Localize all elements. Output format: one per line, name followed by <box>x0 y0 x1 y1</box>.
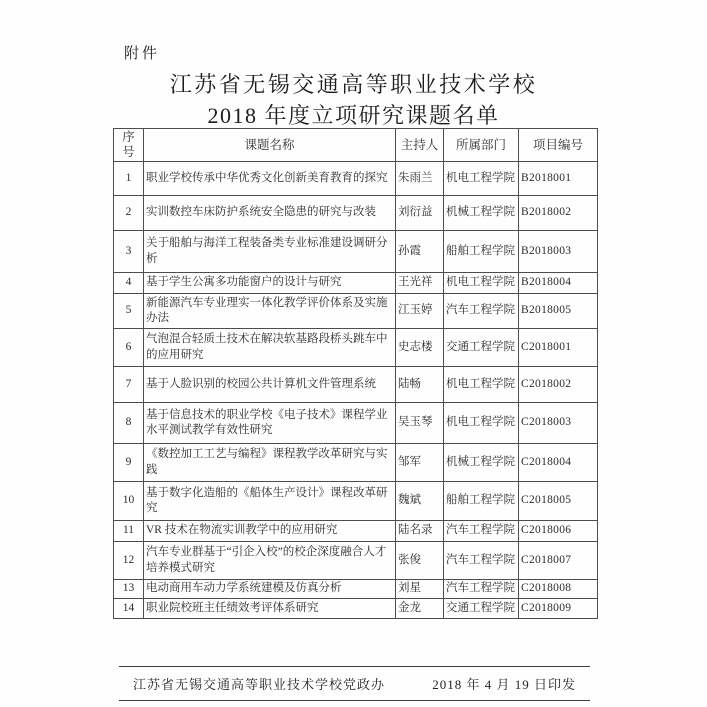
cell-leader: 邹军 <box>396 444 444 482</box>
cell-title: VR 技术在物流实训教学中的应用研究 <box>144 521 396 542</box>
cell-department: 机电工程学院 <box>444 367 519 403</box>
cell-title: 气泡混合轻质土技术在解决软基路段桥头跳车中的应用研究 <box>144 329 396 367</box>
cell-leader: 魏斌 <box>396 482 444 521</box>
cell-project-id: B2018001 <box>519 162 598 196</box>
table-row <box>114 403 598 444</box>
cell-project-id: C2018005 <box>519 482 598 521</box>
cell-no: 4 <box>114 273 144 294</box>
header-no: 序号 <box>114 129 144 162</box>
cell-leader: 江玉婷 <box>396 294 444 329</box>
header-department: 所属部门 <box>444 129 519 162</box>
document-footer <box>119 666 590 701</box>
cell-department: 机电工程学院 <box>444 273 519 294</box>
cell-department: 机电工程学院 <box>444 162 519 196</box>
table-header-row <box>114 129 598 162</box>
cell-no: 2 <box>114 196 144 231</box>
cell-title: 新能源汽车专业理实一体化教学评价体系及实施办法 <box>144 294 396 329</box>
cell-leader: 刘星 <box>396 580 444 599</box>
cell-leader: 陆名录 <box>396 521 444 542</box>
footer-issuer: 江苏省无锡交通高等职业技术学校党政办 <box>133 677 386 692</box>
cell-project-id: C2018006 <box>519 521 598 542</box>
cell-title: 职业院校班主任绩效考评体系研究 <box>144 599 396 619</box>
cell-no: 3 <box>114 231 144 273</box>
cell-department: 交通工程学院 <box>444 599 519 619</box>
table-row <box>114 294 598 329</box>
cell-project-id: B2018002 <box>519 196 598 231</box>
cell-leader: 朱雨兰 <box>396 162 444 196</box>
table-row <box>114 162 598 196</box>
cell-department: 机械工程学院 <box>444 444 519 482</box>
table-row <box>114 367 598 403</box>
cell-no: 11 <box>114 521 144 542</box>
attachment-label: 附件 <box>124 46 161 62</box>
cell-no: 8 <box>114 403 144 444</box>
cell-title: 实训数控车床防护系统安全隐患的研究与改装 <box>144 196 396 231</box>
cell-title: 基于数字化造船的《船体生产设计》课程改革研究 <box>144 482 396 521</box>
cell-leader: 张俊 <box>396 542 444 580</box>
cell-no: 7 <box>114 367 144 403</box>
header-title: 课题名称 <box>144 129 396 162</box>
cell-project-id: B2018005 <box>519 294 598 329</box>
table-row <box>114 329 598 367</box>
cell-project-id: C2018004 <box>519 444 598 482</box>
table-row <box>114 231 598 273</box>
table-row <box>114 444 598 482</box>
cell-project-id: B2018003 <box>519 231 598 273</box>
cell-department: 机电工程学院 <box>444 403 519 444</box>
cell-project-id: C2018003 <box>519 403 598 444</box>
table-row <box>114 482 598 521</box>
document-title-school: 江苏省无锡交通高等职业技术学校 <box>169 72 538 97</box>
cell-title: 基于学生公寓多功能窗户的设计与研究 <box>144 273 396 294</box>
table-row <box>114 273 598 294</box>
cell-title: 基于信息技术的职业学校《电子技术》课程学业水平测试教学有效性研究 <box>144 403 396 444</box>
cell-leader: 史志楼 <box>396 329 444 367</box>
cell-leader: 刘衍益 <box>396 196 444 231</box>
cell-project-id: C2018002 <box>519 367 598 403</box>
cell-title: 汽车专业群基于“引企入校”的校企深度融合人才培养模式研究 <box>144 542 396 580</box>
table-row <box>114 580 598 599</box>
cell-department: 汽车工程学院 <box>444 294 519 329</box>
cell-title: 电动商用车动力学系统建模及仿真分析 <box>144 580 396 599</box>
cell-title: 关于船舶与海洋工程装备类专业标准建设调研分析 <box>144 231 396 273</box>
projects-table <box>113 128 598 619</box>
cell-department: 汽车工程学院 <box>444 542 519 580</box>
table-row <box>114 521 598 542</box>
cell-leader: 孙霞 <box>396 231 444 273</box>
cell-no: 10 <box>114 482 144 521</box>
cell-title: 基于人脸识别的校园公共计算机文件管理系统 <box>144 367 396 403</box>
footer-print-date: 2018 年 4 月 19 日印发 <box>432 677 576 692</box>
cell-no: 12 <box>114 542 144 580</box>
cell-department: 汽车工程学院 <box>444 580 519 599</box>
document-title-list: 2018 年度立项研究课题名单 <box>207 103 500 128</box>
table-row <box>114 542 598 580</box>
cell-project-id: B2018004 <box>519 273 598 294</box>
cell-leader: 王光祥 <box>396 273 444 294</box>
cell-project-id: C2018007 <box>519 542 598 580</box>
cell-department: 交通工程学院 <box>444 329 519 367</box>
cell-project-id: C2018009 <box>519 599 598 619</box>
cell-no: 14 <box>114 599 144 619</box>
cell-no: 5 <box>114 294 144 329</box>
header-leader: 主持人 <box>396 129 444 162</box>
cell-no: 13 <box>114 580 144 599</box>
cell-department: 机械工程学院 <box>444 196 519 231</box>
cell-leader: 吴玉琴 <box>396 403 444 444</box>
cell-department: 船舶工程学院 <box>444 482 519 521</box>
cell-no: 9 <box>114 444 144 482</box>
cell-title: 《数控加工工艺与编程》课程教学改革研究与实践 <box>144 444 396 482</box>
cell-department: 船舶工程学院 <box>444 231 519 273</box>
cell-project-id: C2018008 <box>519 580 598 599</box>
table-row <box>114 196 598 231</box>
cell-title: 职业学校传承中华优秀文化创新美育教育的探究 <box>144 162 396 196</box>
cell-leader: 金龙 <box>396 599 444 619</box>
cell-leader: 陆畅 <box>396 367 444 403</box>
cell-no: 1 <box>114 162 144 196</box>
cell-project-id: C2018001 <box>519 329 598 367</box>
cell-no: 6 <box>114 329 144 367</box>
header-project-id: 项目编号 <box>519 129 598 162</box>
cell-department: 汽车工程学院 <box>444 521 519 542</box>
table-row <box>114 599 598 619</box>
